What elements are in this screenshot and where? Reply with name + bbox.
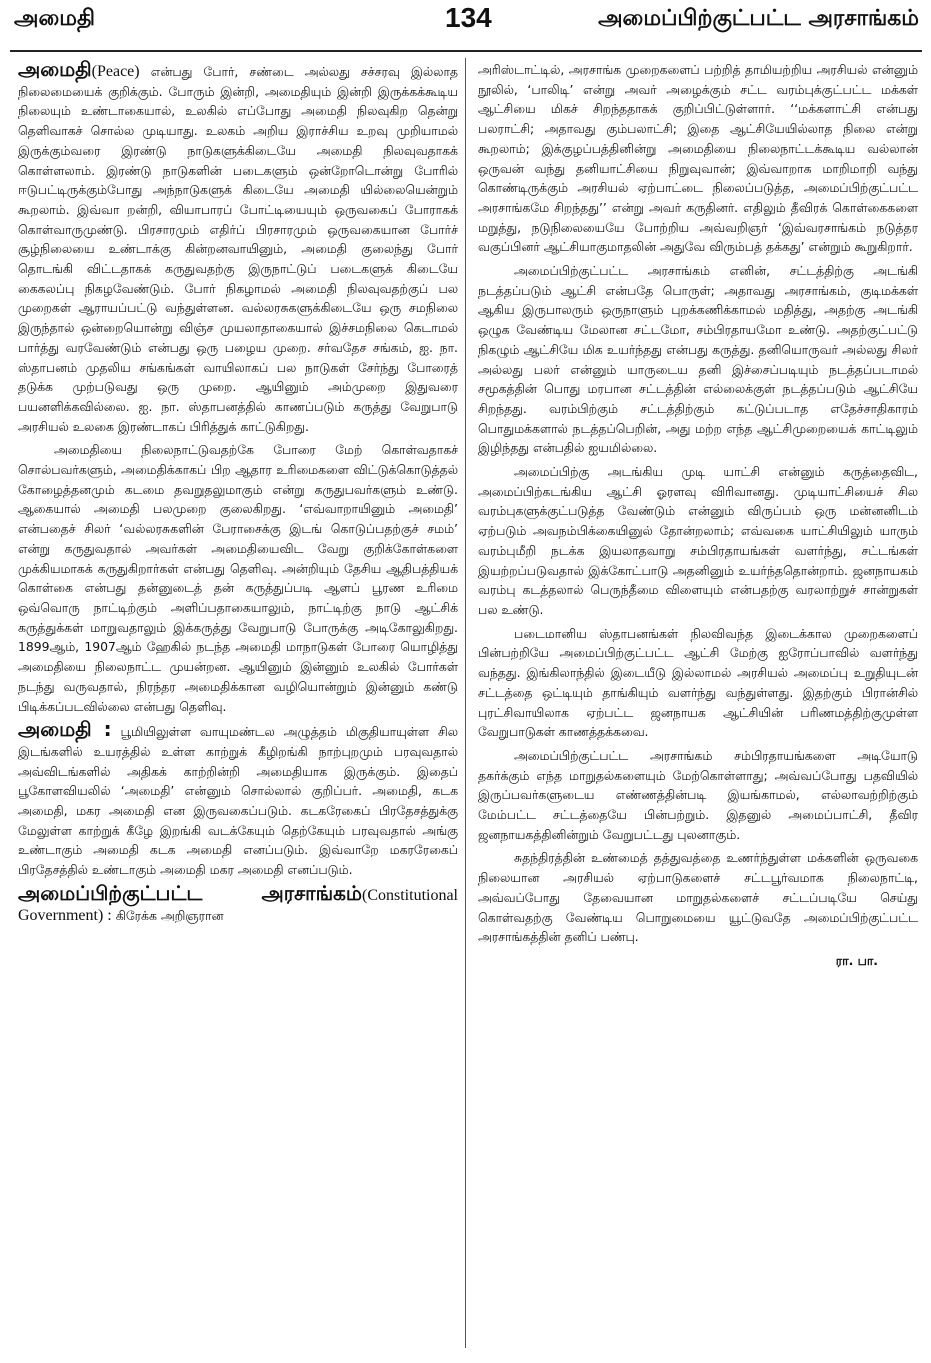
entry-peace [18,60,458,436]
entry-title-calm: அமைதி : [18,717,112,742]
header-left-keyword: அமைதி [14,6,95,31]
right-paragraph-4: படைமானிய ஸ்தாபனங்கள் நிலவிவந்த இடைக்கால முறைகளைப் பின்பற்றியே அமைப்பிற்குட்பட்ட ஆட்சி மேற்கு ஐரோப்பாவில் வளர்ந்து வந்தது. இங்கிலாந்தில் இடையீடு இல்லாமல் அரசியல் அமைப்பு உறுதியுடன் சட்டத்தை ஒட்டியும் தாங்கியும் வளர்ந்து வந்துள்ளது. இதற்கும் பிரான்சில் புரட்சிவாயிலாக ஏற்பட்ட ஜனநாயக ஆட்சியின் பரிணமத்திற்குமுள்ள வேறுபாடுகள் காணத்தக்கவை. [478,625,918,740]
left-column [18,60,458,1350]
entry-latin-peace: (Peace) [91,63,140,80]
right-paragraph-1: அரிஸ்டாட்டில், அரசாங்க முறைகளைப் பற்றித் தாமியற்றிய அரசியல் என்னும் நூலில், ‘பாலிடி’ என்று அவர் அழைக்கும் சட்ட வரம்புக்குட்பட்ட மக்கள் ஆட்சியை மிகச் சிறந்ததாகக் குறிப்பிட்டுள்ளார். ‘‘மக்களாட்சி என்பது பலராட்சி; அதாவது கும்பலாட்சி; இதை ஆட்சியேயில்லாத நிலை என்று கூறலாம்; இக்குழப்பத்தினின்று அமைதியை நிலைநாட்டக்கூடிய வல்லான் ஒருவன் வந்து தனியாட்சியை நிறுவுவான்; இவ்வாறாக மாறிமாறி வந்து கொண்டிருக்கும் அரசியல் ஏற்பாட்டை நிலைப்படுத்த, அமைப்பிற்குட்பட்ட அரசாங்கமே சிறந்தது’’ என்று அவர் கருதினர். எதிலும் தீவிரக் கொள்கைகளை மறுத்து, நடுநிலையையே போற்றிய அவ்வறிஞர் ‘இவ்வரசாங்கம் நடுத்தர வகுப்பினர் ஆட்சியாகுமாதலின் அதுவே விரும்பத் தக்கது’ என்றும் கூறுகிறார். [478,62,918,255]
entry-title-peace: அமைதி [18,60,92,81]
right-paragraph-3: அமைப்பிற்கு அடங்கிய முடி யாட்சி என்னும் கருத்தைவிட, அமைப்பிற்கடங்கிய ஆட்சி ஓரளவு விரிவானது. முடியாட்சியைச் சில வரம்புகளுக்குட்படுத்த வேண்டும் என்னும் விருப்பம் ஒரு மன்னனிடம் ஏற்படும் அவநம்பிக்கையினுல் தோன்றலாம்; எவ்வகை யாட்சியிலும் யாரும் வரம்புமீறி நடக்க இயலாதவாறு சம்பிரதாயங்கள் வளர்ந்து, சட்டங்கள் இயற்றப்படுவதால் இக்கோட்பாடு அதனினும் உயர்ந்ததொன்றாம். ஜனநாயகம் வரம்பு கடத்தலால் பெருந்தீமை விளையும் என்பதற்கு வரலாற்றுச் சான்றுகள் பல உண்டு. [478,464,918,617]
entry-peace-text: என்பது போர், சண்டை அல்லது சச்சரவு இல்லாத நிலைமையைக் குறிக்கும். போரும் இன்றி, அமைதியும் இன்றி இருக்கக்கூடிய நிலையும் உண்டாகையால், உலகில் எப்போது அமைதி நிலவுகிற தென்று தெளிவாகச் சொல்ல முடியாது. உலகம் அறிய இராச்சிய உறவு முறியாமல் இருக்கும்வரை இரண்டு நாடுகளுக்கிடையே அமைதி நிலவுவதாகக் கொள்ளலாம். இரண்டு நாடுகளின் படைகளும் ஒன்றோடொன்று போரில் ஈடுபட்டிருக்கும்போது அந்நாடுகளுக் கிடையே அமைதி யில்லையென்றும் கூறலாம். இவ்வா றன்றி, வியாபாரப் போட்டியையும் ஒருவகைப் போராகக் கொள்வாருமுண்டு. பிரசாரமும் எதிர்ப் பிரசாரமும் ஒருவகையான போர்ச் சூழ்நிலையை உண்டாக்கு கின்றனவாயினும், அமைதி குலைந்து போர் தொடங்கி விட்டதாகக் கருதுவதற்கு இருநாட்டுப் படைகளுக் கிடையே கைகலப்பு நிகழவேண்டும். போர் நிகழாமல் அமைதி நிலவுவதற்குப் பல முறைகள் ஆராயப்பட்டு வந்துள்ளன. வல்லரசுகளுக்கிடையே ஒரு சமநிலை இருந்தால் ஒன்றையொன்று விஞ்ச முயலாதாகையால் இச்சமநிலை கெடாமல் பார்த்து வரவேண்டும் என்பது ஒரு பழைய முறை. சர்வதேச சங்கம், ஐ. நா. ஸ்தாபனம் முதலிய சங்கங்கள் வாயிலாகப் பல நாடுகள் சேர்ந்து போரைத் தடுக்க முற்படுவது ஒரு முறை. ஆயினும் அம்முறை இதுவரை பயனளிக்கவில்லை. ஐ. நா. ஸ்தாபனத்தில் காணப்படும் கருத்து வேறுபாடு அரசியல் உலகை இரண்டாகப் பிரித்துக் காட்டுகிறது. [18,64,458,434]
column-divider [465,58,466,1348]
entry-calm-text: பூமியிலுள்ள வாயுமண்டல அழுத்தம் மிகுதியாயுள்ள சில இடங்களில் உயரத்தில் உள்ள காற்றுக் கீழிறங்கி நாற்புறமும் பரவுவதால் அவ்விடங்களில் அதிகக் காற்றின்றி அமைதியாக இருக்கும். இதைப் பூகோளவியலில் ‘அமைதி’ என்னும் சொல்லால் குறிப்பர். அமைதி, கடக அமைதி, மகர அமைதி என இருவகைப்படும். கடகரேகைப் பிரதேசத்துக்கு மேலுள்ள காற்றுக் கீழே இறங்கி வடக்கேயும் தெற்கேயும் பரவுவதால் அங்கு உண்டாகும் அமைதி கடக அமைதி எனப்படும். இவ்வாறே மகரரேகைப் பிரதேசத்தில் உண்டாகும் அமைதி மகர அமைதி எனப்படும். [18,724,458,878]
entry-latin-constitutional: (Constitutional Government) : [18,886,458,924]
entry-constitutional-text: கிரேக்க அறிஞரான [115,907,224,923]
entry-constitutional-government [18,880,458,925]
entry-title-constitutional: அமைப்பிற்குட்பட்ட அரசாங்கம் [18,880,362,905]
page-header [0,0,931,48]
right-column [478,60,918,1350]
right-paragraph-5: அமைப்பிற்குட்பட்ட அரசாங்கம் சம்பிரதாயங்களை அடியோடு தகர்க்கும் எந்த மாறுதல்களையும் மேற்கொள்ளாது; அவ்வப்போது பதவியில் இருப்பவர்களுடைய எண்ணத்தின்படி இயங்காமல், எல்லாவற்றிற்கும் மேம்பட்ட சட்டத்தையே பின்பற்றும். இதனுல் அமைப்பாட்சி, தீவிர ஜனநாயகத்தினின்றும் வேறுபட்டது புலனாகும். [478,747,918,842]
entry-calm [18,717,458,880]
right-paragraph-6: சுதந்திரத்தின் உண்மைத் தத்துவத்தை உணர்ந்துள்ள மக்களின் ஒருவகை நிலையான அரசியல் ஏற்பாடுகளைச் சட்டபூர்வமாக நிலைநாட்டி, அவ்வப்போது தேவையான மாறுதல்களைச் சட்டப்படியே செய்து கொள்வதற்கு வேண்டிய பொறுமையை யூட்டுவதே அமைப்பிற்குட்பட்ட அரசாங்கத்தின் தனிப் பண்பு. [478,850,918,945]
right-paragraph-2: அமைப்பிற்குட்பட்ட அரசாங்கம் எனின், சட்டத்திற்கு அடங்கி நடத்தப்படும் ஆட்சி என்பதே பொருள்; அதாவது அரசாங்கம், குடிமக்கள் ஆகிய இருபாலரும் ஒருநாளும் புறக்கணிக்காமல் மதித்து, அதற்கு அடங்கி ஒழுக வேண்டிய மேலான சட்டமோ, சம்பிரதாயமோ உண்டு. அதற்குட்பட்டு நிகழும் ஆட்சியே மிக உயர்ந்தது என்பது கருத்து. தனியொருவர் அல்லது சிலர் அல்லது பலர் என்னும் யாருடைய தனி இச்சைப்படியும் நடத்தப்படாமல் சமூகத்தின் பொது மரபான சட்டத்தின் எல்லைக்குள் நடத்தப்படும் ஆட்சியே சிறந்தது. வரம்பிற்கும் சட்டத்திற்கும் கட்டுப்படாத எதேச்சாதிகாரம் பொதுமக்களால் நடத்தப்பெறின், அது மற்ற எந்த ஆட்சிமுறையைக் காட்டிலும் இழிந்தது என்பதில் ஐயமில்லை. [478,263,918,456]
page-number: 134 [445,2,492,33]
entry-peace-paragraph-2: அமைதியை நிலைநாட்டுவதற்கே போரை மேற் கொள்வதாகச் சொல்பவர்களும், அமைதிக்காகப் பிற ஆதார உரிமைகளை விட்டுக்கொடுத்தல் கோழைத்தனமும் கடமை தவறுதலுமாகும் என்று கருதுபவர்களும் உண்டு. ஆகையால் அமைதி பலமுறை குலைகிறது. ‘எவ்வாறாயினும் அமைதி’ என்பதைச் சிலர் ‘வல்லரசுகளின் பேராசைக்கு இடங் கொடுப்பதற்குச் சமம்’ என்று கருதுவதால் அவர்கள் அமைதியைவிட வேறு குறிக்கோள்களை முக்கியமாகக் கருதுகிறார்கள் என்பது தெளிவு. அன்றியும் தேசிய ஆதிபத்தியக் கொள்கை என்பது தன்னுடைத் தன் கருத்துப்படி ஆளப் பூரண உரிமை ஒவ்வொரு நாட்டிற்கும் அளிப்பதாகையாலும், நாட்டிற்கு நாடு ஆட்சிக் கருத்துக்கள் மாறுவதாலும் இக்கருத்து வேறுபாடு போருக்கு அடிகோலுகிறது. 1899ஆம், 1907ஆம் ஹேகில் நடந்த அமைதி மாநாடுகள் போரை யொழித்து அமைதியை நிலைநாட்ட முயன்றன. ஆயினும் இன்னும் உலகில் போர்கள் நடந்து வருவதால், நிரந்தர அமைதிக்கான வழியொன்றும் இன்னும் கண்டு பிடிக்கப்படவில்லை என்பது தெளிவு. [18,442,458,714]
header-divider [10,50,922,52]
header-right-keyword: அமைப்பிற்குட்பட்ட அரசாங்கம் [598,6,919,31]
author-signature: ரா. பா. [835,952,878,968]
